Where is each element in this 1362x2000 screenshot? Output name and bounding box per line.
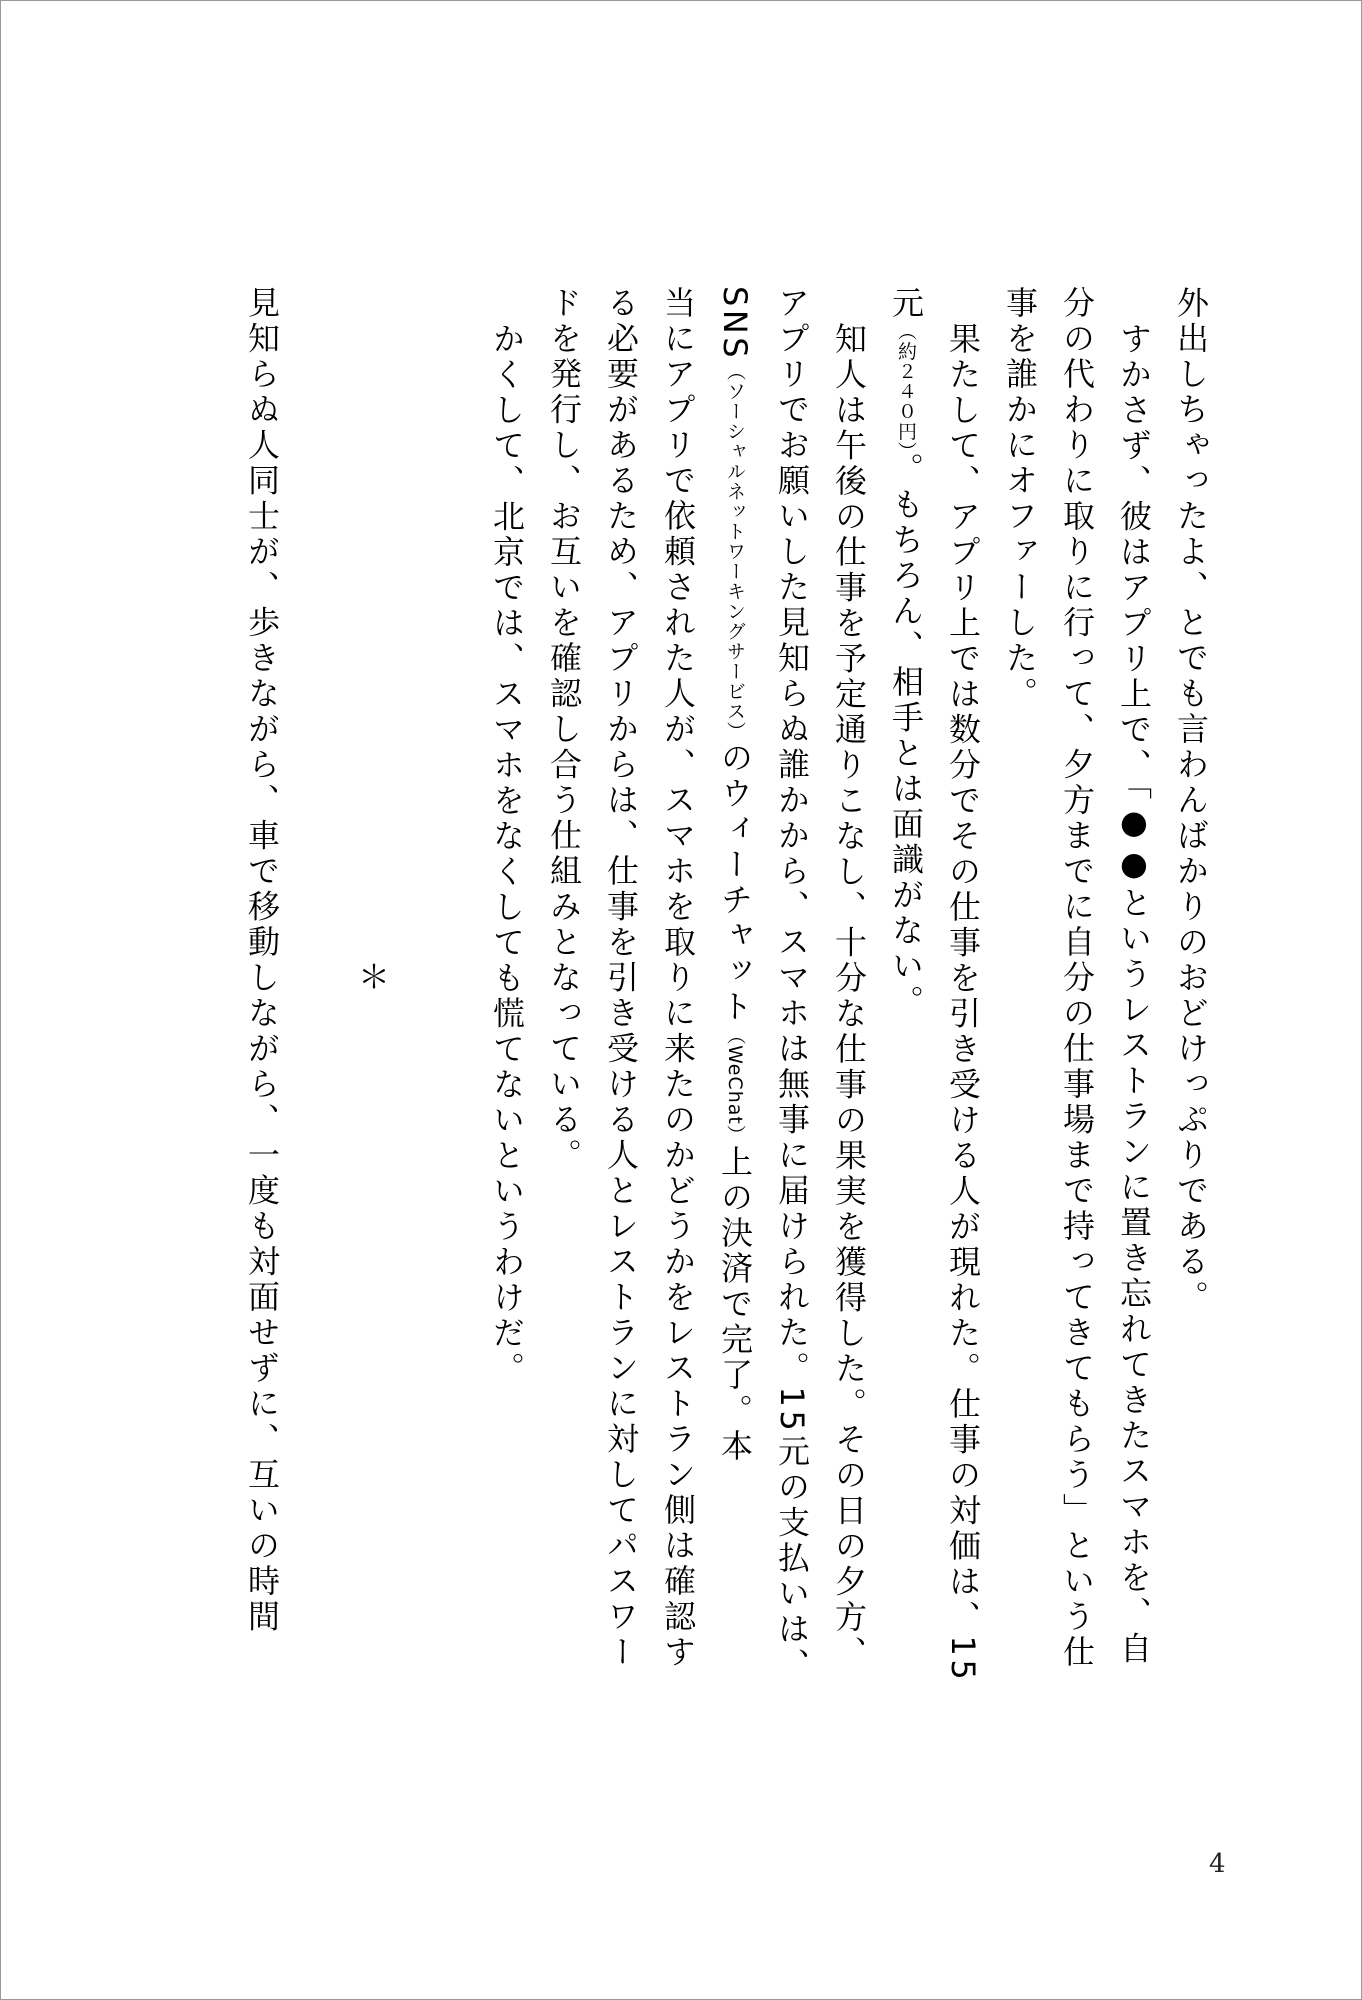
text-line-14-content: 見知らぬ人同士が、歩きながら、車で移動しながら、一度も対面せずに、互いの時間 bbox=[243, 286, 281, 1635]
text-line-8 bbox=[764, 286, 820, 1683]
text-line-6-content-b: 。もちろん、相手とは面識がない。 bbox=[887, 452, 925, 1020]
page-number: 4 bbox=[1209, 1849, 1226, 1879]
text-line-4 bbox=[992, 286, 1048, 712]
text-line-10 bbox=[650, 286, 706, 1671]
text-line-13-content: かくして、北京では、スマホをなくしても慌てないというわけだ。 bbox=[488, 322, 526, 1387]
price-annotation: （約２４０円） bbox=[895, 321, 917, 452]
text-line-3-content: 分の代わりに取りに行って、夕方までに自分の仕事場まで持ってきてもらう」という仕 bbox=[1058, 286, 1096, 1671]
text-line-6-content-a: 元 bbox=[887, 286, 925, 322]
text-line-8-content: アプリでお願いした見知らぬ誰かから、スマホは無事に届けられた。15元の支払いは、 bbox=[773, 286, 811, 1683]
text-line-9-content-c: 上の決済で完了。本 bbox=[716, 1144, 754, 1465]
text-line-11-content: る必要があるため、アプリからは、仕事を引き受ける人とレストランに対してパスワー bbox=[602, 286, 640, 1671]
text-line-12-content: ドを発行し、お互いを確認し合う仕組みとなっている。 bbox=[545, 286, 583, 1174]
text-line-11 bbox=[593, 286, 649, 1671]
text-line-13 bbox=[479, 286, 535, 1387]
text-line-14 bbox=[234, 286, 290, 1635]
text-line-2-content: すかさず、彼はアプリ上で、「●●というレストランに置き忘れてきたスマホを、自 bbox=[1115, 322, 1153, 1667]
text-line-10-content: 当にアプリで依頼された人が、スマホを取りに来たのかどうかをレストラン側は確認す bbox=[659, 286, 697, 1671]
text-line-4-content: 事を誰かにオファーした。 bbox=[1001, 286, 1039, 712]
text-line-9 bbox=[707, 286, 763, 1464]
wechat-annotation: （WeChat） bbox=[724, 1025, 746, 1145]
text-line-12 bbox=[536, 286, 592, 1174]
text-line-7 bbox=[821, 286, 877, 1671]
section-separator: ＊ bbox=[358, 958, 391, 996]
sns-annotation: （ソーシャルネットワーキングサービス） bbox=[724, 361, 746, 742]
text-line-5-content: 果たして、アプリ上では数分でその仕事を引き受ける人が現れた。仕事の対価は、15 bbox=[944, 322, 982, 1684]
text-line-5 bbox=[935, 286, 991, 1683]
text-line-1 bbox=[1163, 286, 1219, 1316]
text-line-9-content-b: のウィーチャット bbox=[716, 741, 754, 1026]
text-line-3 bbox=[1049, 286, 1105, 1671]
text-line-9-content-a: SNS bbox=[716, 286, 754, 362]
text-line-6 bbox=[878, 286, 934, 1020]
text-line-1-content: 外出しちゃったよ、とでも言わんばかりのおどけっぷりである。 bbox=[1172, 286, 1210, 1316]
text-line-7-content: 知人は午後の仕事を予定通りこなし、十分な仕事の果実を獲得した。その日の夕方、 bbox=[830, 322, 868, 1671]
text-line-2 bbox=[1106, 286, 1162, 1667]
